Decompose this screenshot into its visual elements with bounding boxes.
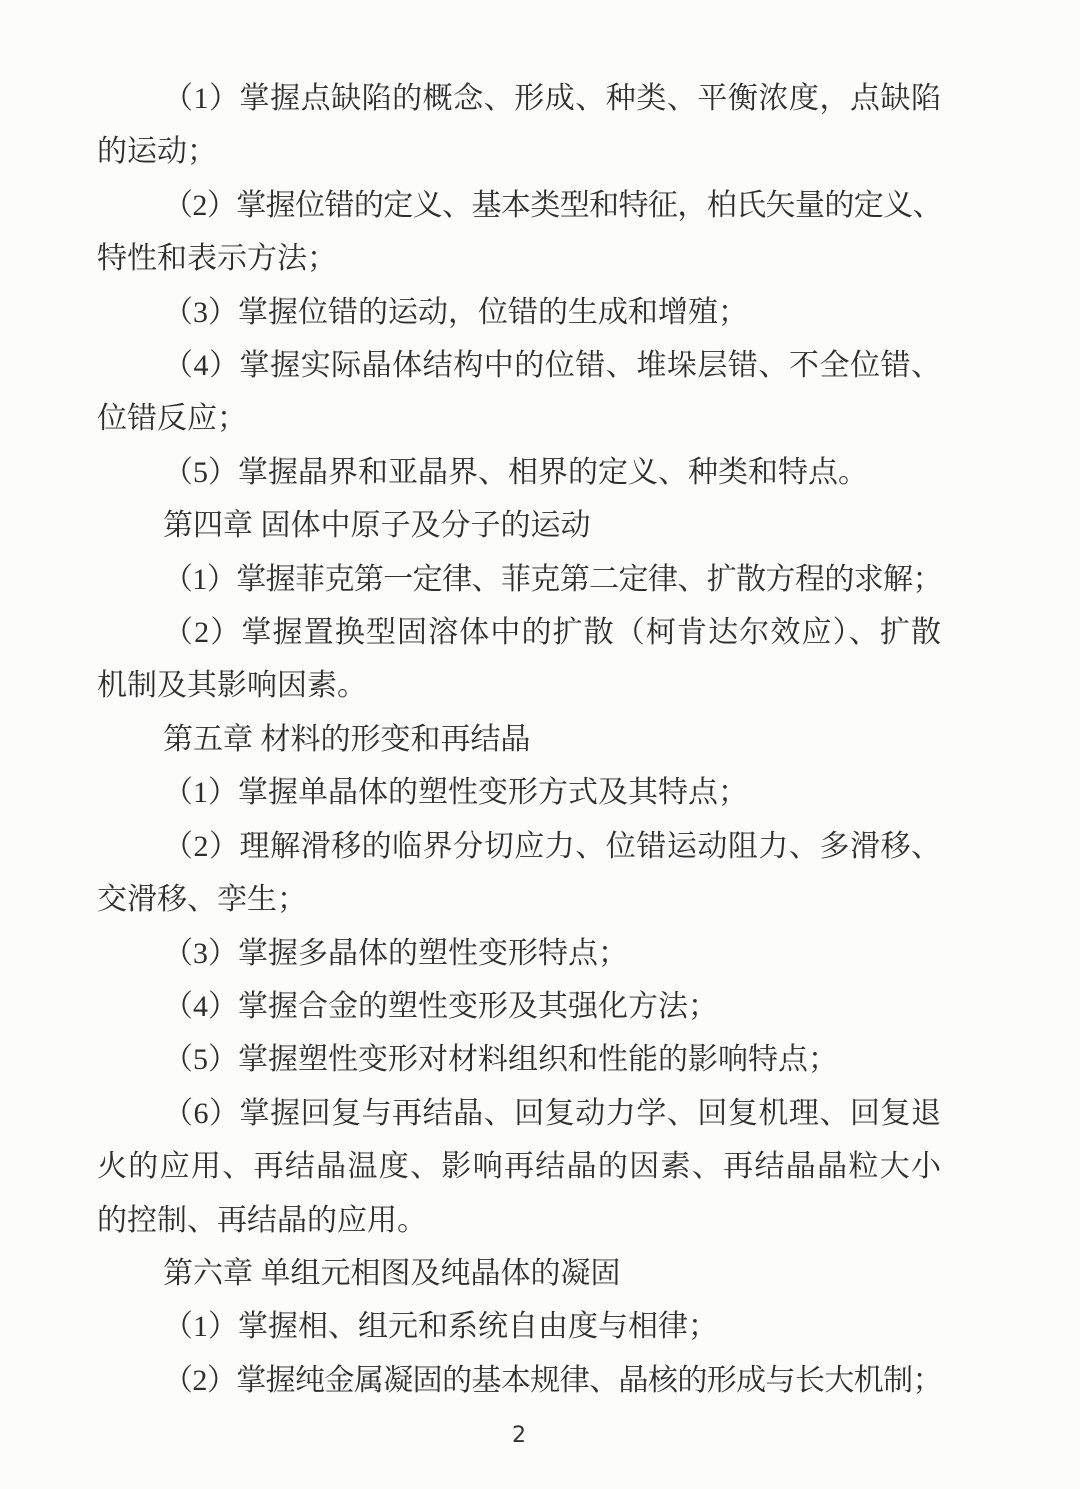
objective-item-line: （1）掌握菲克第一定律、菲克第二定律、扩散方程的求解； xyxy=(163,562,941,596)
objective-item-line: （4）掌握合金的塑性变形及其强化方法； xyxy=(163,989,718,1023)
objective-item-line: （2）掌握纯金属凝固的基本规律、晶核的形成与长大机制； xyxy=(163,1363,941,1397)
objective-item-line: （2）掌握位错的定义、基本类型和特征，柏氏矢量的定义、 xyxy=(163,188,941,222)
objective-item-line: （1）掌握单晶体的塑性变形方式及其特点； xyxy=(163,776,748,810)
continuation-line: 交滑移、孪生； xyxy=(97,883,307,917)
objective-item-line: （1）掌握相、组元和系统自由度与相律； xyxy=(163,1310,718,1344)
chapter-6-heading: 第六章 单组元相图及纯晶体的凝固 xyxy=(163,1256,621,1290)
objective-item-line: （2）理解滑移的临界分切应力、位错运动阻力、多滑移、 xyxy=(163,829,941,863)
chapter-4-heading: 第四章 固体中原子及分子的运动 xyxy=(163,509,591,543)
objective-item-line: （3）掌握位错的运动，位错的生成和增殖； xyxy=(163,295,748,329)
chapter-5-heading: 第五章 材料的形变和再结晶 xyxy=(163,722,531,756)
page-number: 2 xyxy=(512,1423,526,1449)
continuation-line: 特性和表示方法； xyxy=(97,242,337,276)
continuation-line: 的控制、再结晶的应用。 xyxy=(97,1203,427,1237)
objective-item-line: （4）掌握实际晶体结构中的位错、堆垛层错、不全位错、 xyxy=(163,349,941,383)
objective-item-line: （6）掌握回复与再结晶、回复动力学、回复机理、回复退 xyxy=(163,1096,941,1130)
continuation-line: 位错反应； xyxy=(97,402,247,436)
objective-item-line: （5）掌握晶界和亚晶界、相界的定义、种类和特点。 xyxy=(163,455,868,489)
objective-item-line: （2）掌握置换型固溶体中的扩散（柯肯达尔效应）、扩散 xyxy=(163,616,941,650)
objective-item-line: （3）掌握多晶体的塑性变形特点； xyxy=(163,936,628,970)
objective-item-line: （1）掌握点缺陷的概念、形成、种类、平衡浓度，点缺陷 xyxy=(163,82,941,115)
continuation-line: 机制及其影响因素。 xyxy=(97,669,367,703)
page-footer xyxy=(97,1423,941,1449)
continuation-line: 火的应用、再结晶温度、影响再结晶的因素、再结晶晶粒大小 xyxy=(97,1150,941,1184)
continuation-line: 的运动； xyxy=(97,135,217,169)
objective-item-line: （5）掌握塑性变形对材料组织和性能的影响特点； xyxy=(163,1043,838,1077)
